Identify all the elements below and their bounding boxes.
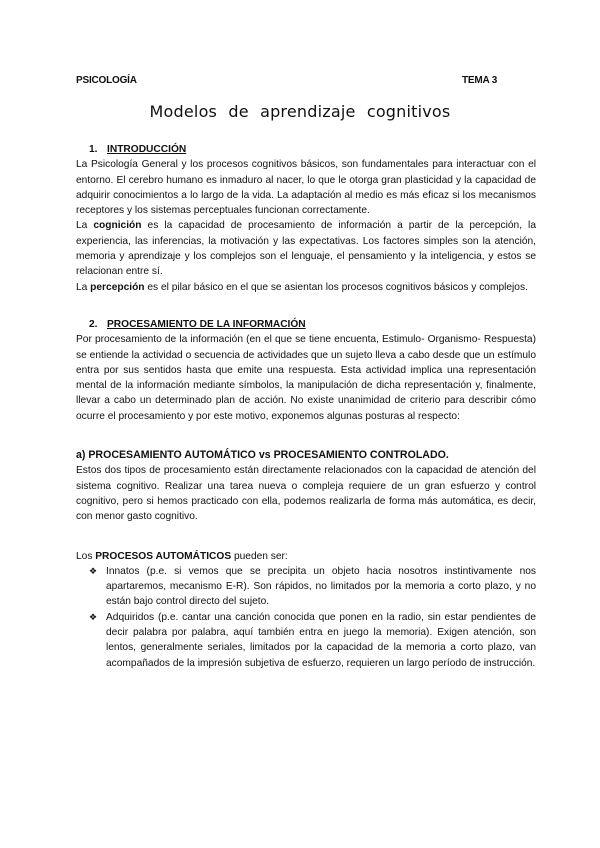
term-procesos-automaticos: PROCESOS AUTOMÁTICOS	[95, 550, 232, 562]
section-number: 1.	[89, 144, 98, 155]
document-body	[76, 142, 536, 671]
list-item: ❖ Innatos (p.e. si vemos que se precipita un objeto hacia nosotros instintivamente nos apartaremos, mecanismo E-R). Son rápidos, no limitados por la memoria a corto plazo, y no están bajo control directo del sujeto.	[89, 565, 536, 608]
header-subject: PSICOLOGÍA	[76, 75, 137, 86]
header-topic: TEMA 3	[462, 75, 498, 86]
paragraph-auto-processes-intro: Los PROCESOS AUTOMÁTICOS pueden ser:	[76, 550, 288, 562]
paragraph-intro-2: La cognición es la capacidad de procesamiento de información a partir de la percepción, la experiencia, las inferencias, la motivación y las expectativas. Los factores simples son la atención, memoria y aprendizaje y los complejos son el lenguaje, el pensamiento y la inteligencia, y estos se relacionan entre sí.	[76, 220, 536, 278]
paragraph-processing-1: Por procesamiento de la información (en el que se tiene encuenta, Estimulo- Organismo- Respuesta) se entiende la actividad o secuencia de actividades que un sujeto lleva a cabo desde que un estímulo entra por sus sentidos hasta que emite una respuesta. Esta actividad implica una representación mental de la información mediante símbolos, la manipulación de dicha representación y, finalmente, llevar a cabo un determinado plan de acción. No existe unanimidad de criterio para describir cómo ocurre el procesamiento y por este motivo, exponemos algunas posturas al respecto:	[76, 334, 536, 422]
section-number: 2.	[89, 318, 98, 330]
section-title: PROCESAMIENTO DE LA INFORMACIÓN	[107, 318, 306, 330]
paragraph-intro-1: La Psicología General y los procesos cognitivos básicos, son fundamentales para interactuar con el entorno. El cerebro humano es inmaduro al nacer, lo que le otorga gran plasticidad y la capacidad de adquirir conocimientos a lo largo de la vida. La adaptación al medio es más eficaz si los mecanismos receptores y los sistemas perceptuales funcionan correctamente.	[76, 159, 536, 217]
section-heading-introduccion	[76, 142, 536, 157]
section-heading-procesamiento	[76, 317, 536, 332]
term-percepcion: percepción	[90, 281, 145, 293]
auto-processes-list	[76, 564, 536, 671]
subsection-heading-automatico: a) PROCESAMIENTO AUTOMÁTICO vs PROCESAMIENTO CONTROLADO.	[76, 449, 449, 462]
list-item: ❖ Adquiridos (p.e. cantar una canción conocida que ponen en la radio, sin estar pendientes de decir palabra por palabra, aquí también entra en juego la memoria). Exigen atención, son lentos, generalmente seriales, limitados por la capacidad de la memoria a corto plazo, van acompañados de la impresión subjetiva de esfuerzo, requieren un largo período de instrucción.	[89, 611, 536, 669]
paragraph-intro-3: La percepción es el pilar básico en el que se asientan los procesos cognitivos básicos y complejos.	[76, 281, 528, 293]
diamond-bullet-icon: ❖	[89, 611, 98, 622]
paragraph-automatic-1: Estos dos tipos de procesamiento están directamente relacionados con la capacidad de atención del sistema cognitivo. Realizar una tarea nueva o compleja requiere de un gran esfuerzo y control cognitivo, pero si hemos practicado con ella, podemos realizarla de forma más automática, es decir, con menor gasto cognitivo.	[76, 465, 536, 523]
diamond-bullet-icon: ❖	[89, 565, 98, 576]
page-title: Modelos de aprendizaje cognitivos	[149, 102, 451, 121]
term-cognicion: cognición	[93, 220, 142, 232]
section-title: INTRODUCCIÓN	[107, 144, 187, 155]
